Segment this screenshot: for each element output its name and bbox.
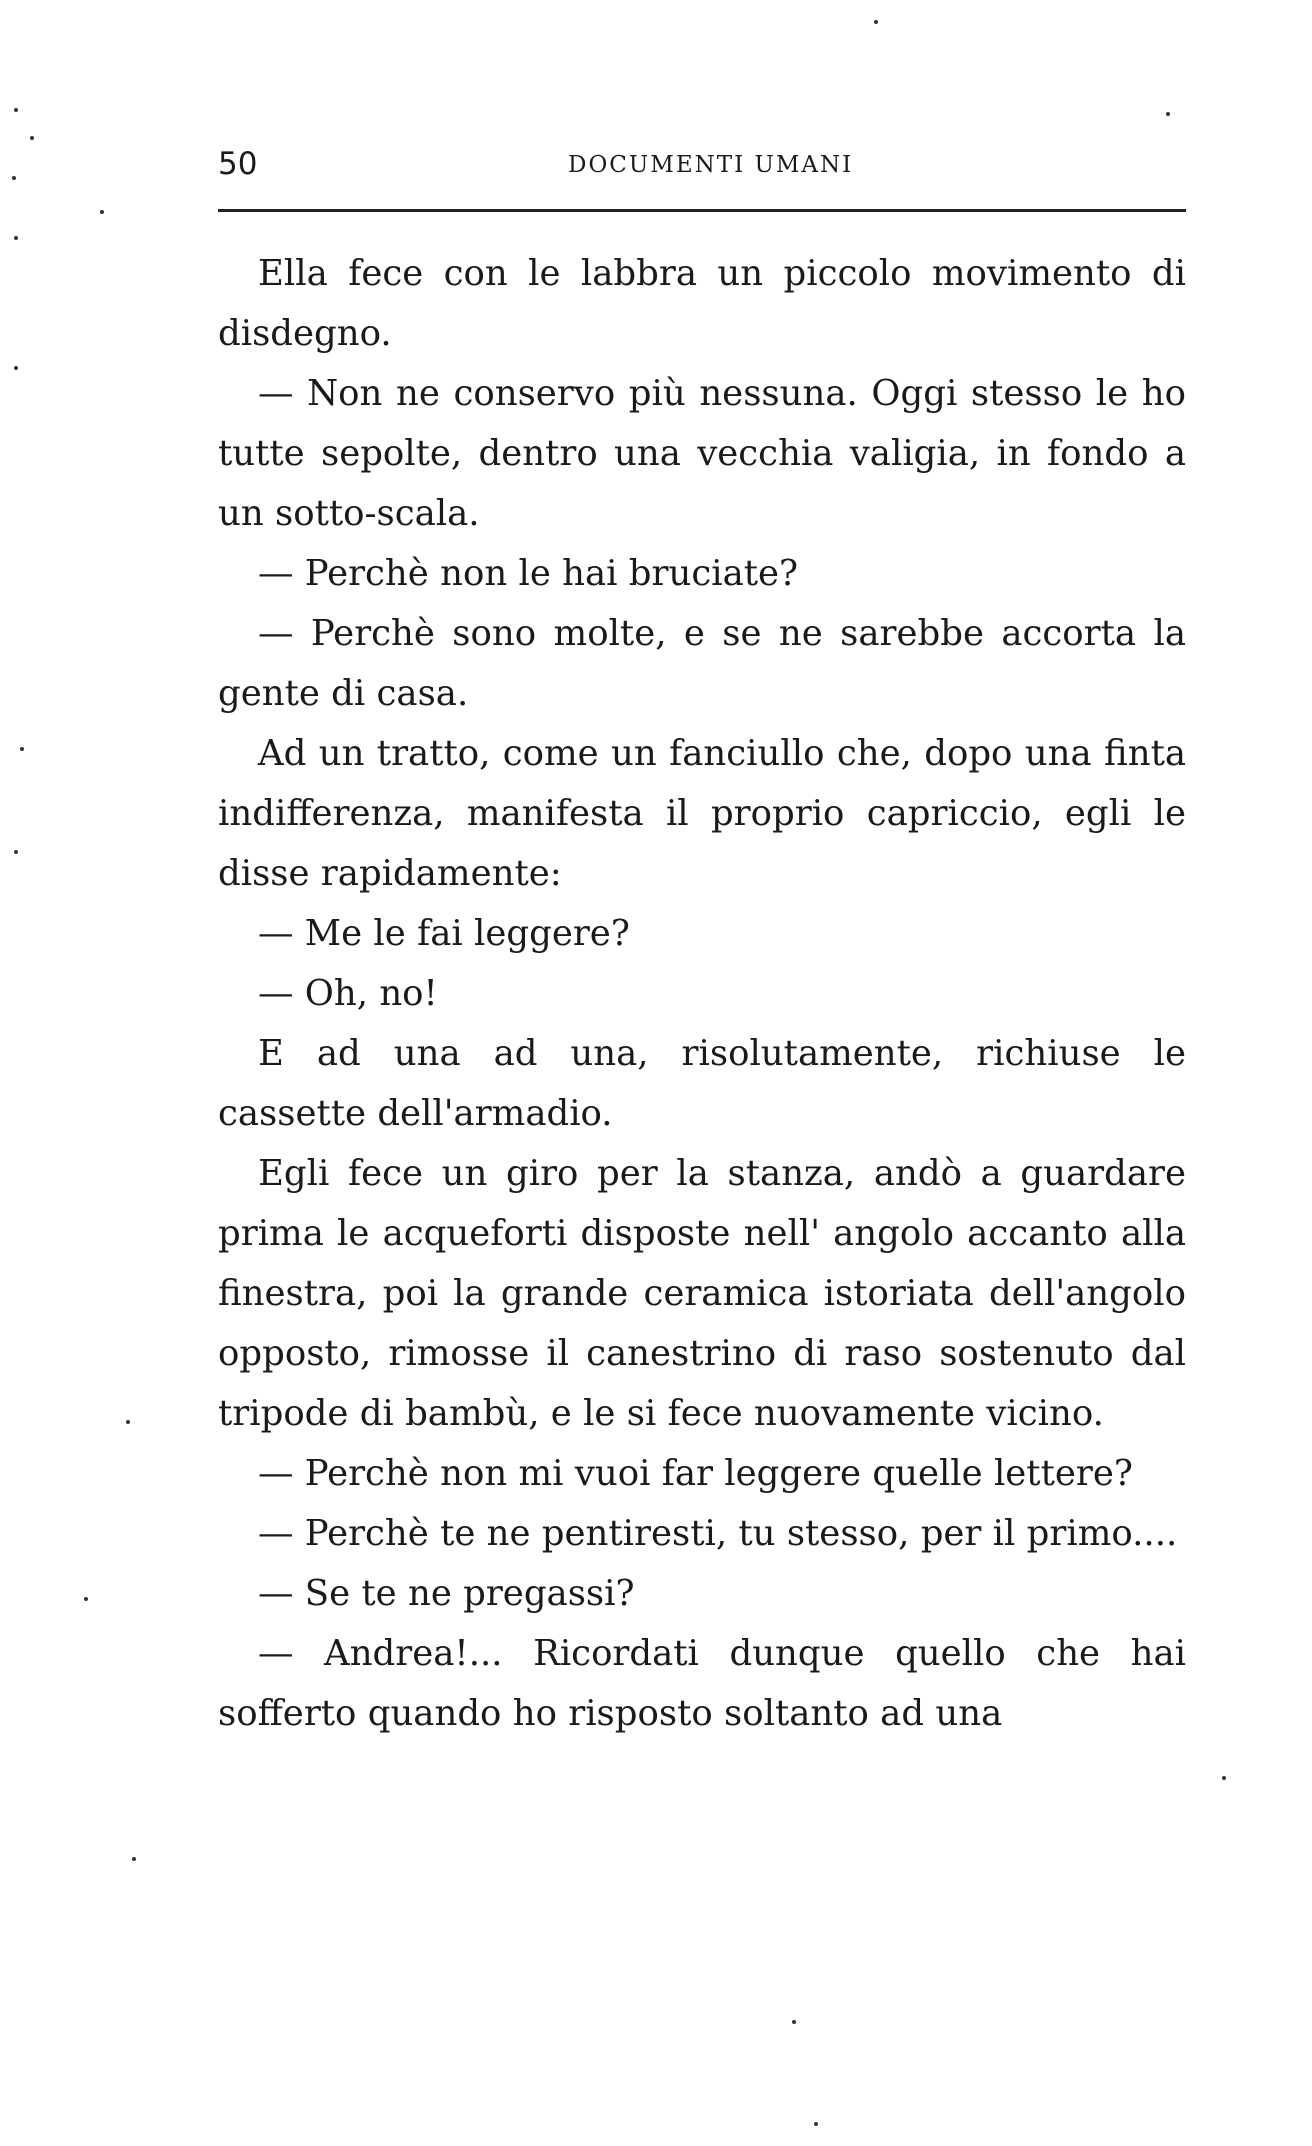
scan-speck — [30, 136, 34, 140]
scan-speck — [14, 236, 18, 240]
scan-speck — [14, 850, 18, 854]
scan-speck — [100, 210, 104, 214]
paragraph: Ella fece con le labbra un piccolo movimento di disdegno. — [218, 253, 1186, 354]
scan-speck — [1222, 1776, 1226, 1780]
running-title: DOCUMENTI UMANI — [568, 152, 854, 178]
page-number: 50 — [218, 146, 258, 182]
paragraph: — Perchè non le hai bruciate? — [258, 553, 799, 594]
paragraph: — Andrea!... Ricordati dunque quello che hai sofferto quando ho risposto soltanto ad una — [218, 1633, 1186, 1734]
paragraph: — Perchè te ne pentiresti, tu stesso, per il primo.... — [258, 1513, 1178, 1554]
scan-speck — [792, 2020, 796, 2024]
scan-speck — [814, 2122, 818, 2126]
page-header — [218, 146, 1186, 186]
scan-speck — [874, 20, 878, 24]
scan-speck — [20, 747, 24, 751]
header-rule — [218, 209, 1186, 212]
paragraph: — Non ne conservo più nessuna. Oggi stesso le ho tutte sepolte, dentro una vecchia valigia, in fondo a un sotto-scala. — [218, 373, 1186, 534]
paragraph: Egli fece un giro per la stanza, andò a guardare prima le acqueforti disposte nell' angolo accanto alla finestra, poi la grande ceramica istoriata dell'angolo opposto, rimosse il canestrino di raso sostenuto dal tripode di bambù, e le si fece nuovamente vicino. — [218, 1153, 1186, 1434]
paragraph: — Me le fai leggere? — [258, 913, 630, 954]
scan-speck — [126, 1420, 130, 1424]
scan-speck — [14, 108, 18, 112]
paragraph: — Se te ne pregassi? — [258, 1573, 635, 1614]
body-text — [218, 244, 1186, 1744]
scan-speck — [1166, 112, 1170, 116]
paragraph: Ad un tratto, come un fanciullo che, dopo una finta indifferenza, manifesta il proprio capriccio, egli le disse rapidamente: — [218, 733, 1186, 894]
paragraph: E ad una ad una, risolutamente, richiuse le cassette dell'armadio. — [218, 1033, 1186, 1134]
paragraph: — Perchè sono molte, e se ne sarebbe accorta la gente di casa. — [218, 613, 1186, 714]
paragraph: — Perchè non mi vuoi far leggere quelle lettere? — [258, 1453, 1133, 1494]
scan-speck — [84, 1597, 88, 1601]
scan-speck — [14, 366, 18, 370]
paragraph: — Oh, no! — [258, 973, 438, 1014]
scan-speck — [12, 176, 16, 180]
scan-speck — [132, 1857, 136, 1861]
